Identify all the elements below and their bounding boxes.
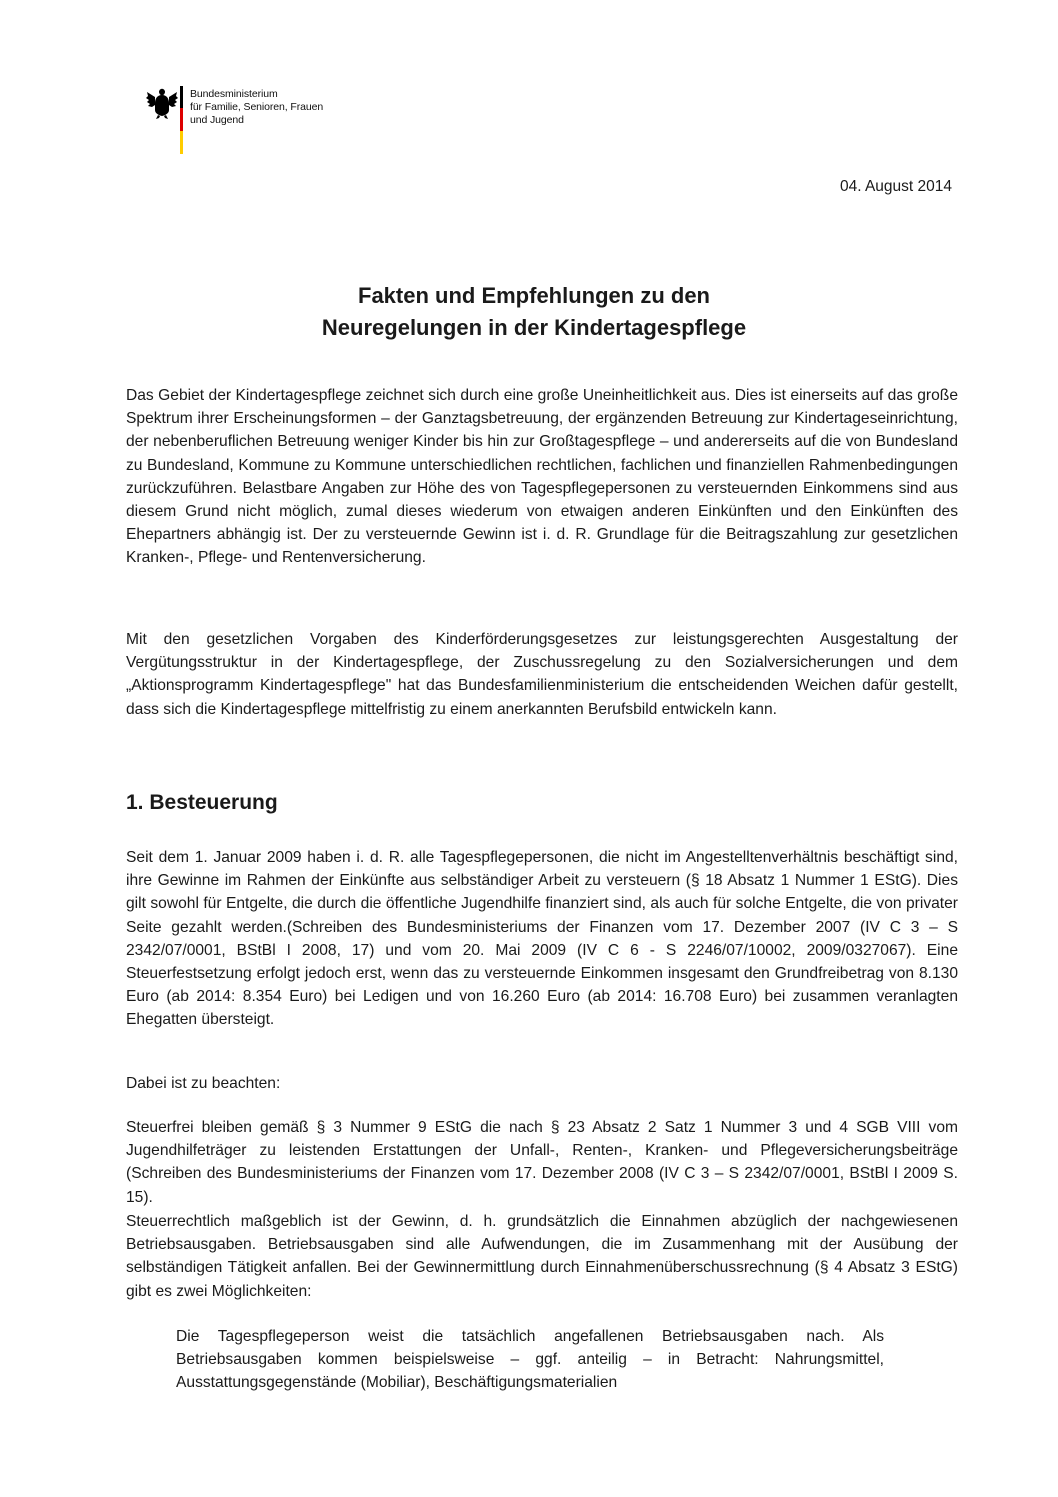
- eagle-icon: [146, 86, 178, 120]
- paragraph-text: Mit den gesetzlichen Vorgaben des Kinderförderungsgesetzes zur leistungsgerechten Ausgestaltung der Vergütungsstruktur in der Kindertagespflege, der Zuschussregelung zu den Sozialversicherungen und dem „Aktionsprogramm Kindertagespflege" hat das Bundesfamilienministerium die entscheidenden Weichen dafür gestellt, dass sich die Kindertagespflege mittelfristig zu einem anerkannten Berufsbild entwickeln kann.: [126, 631, 958, 718]
- paragraph-text: Die Tagespflegeperson weist die tatsächlich angefallenen Betriebsausgaben nach. Als Betriebsausgaben kommen beispielsweise – ggf. anteilig – in Betracht: Nahrungsmittel, Ausstattungsgegenstände (Mobiliar), Beschäftigungsmaterialien: [176, 1328, 884, 1392]
- ministry-name: [190, 88, 323, 127]
- section-1-indented-paragraph: [176, 1325, 884, 1395]
- section-1-paragraph-1: [126, 846, 958, 1032]
- intro-paragraph-2: [126, 628, 958, 721]
- section-1-paragraph-4: [126, 1210, 958, 1303]
- section-1-paragraph-3: [126, 1116, 958, 1209]
- paragraph-text: Steuerrechtlich maßgeblich ist der Gewinn, d. h. grundsätzlich die Einnahmen abzüglich der nachgewiesenen Betriebsausgaben. Betriebsausgaben sind alle Aufwendungen, die im Zusammenhang mit der Ausübung der selbständigen Tätigkeit anfallen. Bei der Gewinnermittlung durch Einnahmenüberschussrechnung (§ 4 Absatz 3 EStG) gibt es zwei Möglichkeiten:: [126, 1213, 958, 1300]
- document-title: [126, 280, 942, 344]
- section-heading-besteuerung: 1. Besteuerung: [126, 791, 278, 814]
- section-1-paragraph-2: [126, 1072, 958, 1095]
- ministry-name-line-3: und Jugend: [190, 114, 244, 126]
- paragraph-text: Dabei ist zu beachten:: [126, 1075, 281, 1092]
- flag-bar: [180, 86, 183, 154]
- document-date: 04. August 2014: [839, 178, 952, 195]
- paragraph-text: Das Gebiet der Kindertagespflege zeichnet sich durch eine große Uneinheitlichkeit aus. Dies ist einerseits auf das große Spektrum ihrer Erscheinungsformen – der Ganztagsbetreuung, der ergänzenden Betreuung zur Kindertageseinrichtung, der nebenberuflichen Betreuung weniger Kinder bis hin zur Großtagespflege – und andererseits auf die von Bundesland zu Bundesland, Kommune zu Kommune unterschiedlichen rechtlichen, fachlichen und finanziellen Rahmenbedingungen zurückzuführen. Belastbare Angaben zur Höhe des von Tagespflegepersonen zu versteuernden Einkommens sind aus diesem Grund nicht möglich, zumal dieses wiederum von etwaigen anderen Einkünften und den Einkünften des Ehepartners abhängig ist. Der zu versteuernde Gewinn ist i. d. R. Grundlage für die Beitragszahlung zur gesetzlichen Kranken-, Pflege- und Rentenversicherung.: [126, 387, 958, 567]
- title-line-2: Neuregelungen in der Kindertagespflege: [321, 315, 747, 340]
- intro-paragraph-1: [126, 384, 958, 570]
- ministry-name-line-1: Bundesministerium: [190, 88, 278, 100]
- ministry-name-line-2: für Familie, Senioren, Frauen: [190, 101, 324, 113]
- title-line-1: Fakten und Empfehlungen zu den: [358, 283, 710, 308]
- paragraph-text: Steuerfrei bleiben gemäß § 3 Nummer 9 EStG die nach § 23 Absatz 2 Satz 1 Nummer 3 und 4 SGB VIII vom Jugendhilfeträger zu leistenden Erstattungen der Unfall-, Renten-, Kranken- und Pflegeversicherungsbeiträge (Schreiben des Bundesministeriums der Finanzen vom 17. Dezember 2008 (IV C 3 – S 2342/07/0001, BStBl I 2009 S. 15).: [126, 1119, 958, 1206]
- paragraph-text: Seit dem 1. Januar 2009 haben i. d. R. alle Tagespflegepersonen, die nicht im Angestelltenverhältnis beschäftigt sind, ihre Gewinne im Rahmen der Einkünfte aus selbständiger Arbeit zu versteuern (§ 18 Absatz 1 Nummer 1 EStG). Dies gilt sowohl für Entgelte, die durch die öffentliche Jugendhilfe finanziert sind, als auch für solche Entgelte, die von privater Seite gezahlt werden.(Schreiben des Bundesministeriums der Finanzen vom 17. Dezember 2007 (IV C 3 – S 2342/07/0001, BStBl I 2008, 17) und vom 20. Mai 2009 (IV C 6 - S 2246/07/10002, 2009/0327067). Eine Steuerfestsetzung erfolgt jedoch erst, wenn das zu versteuernde Einkommen insgesamt den Grundfreibetrag von 8.130 Euro (ab 2014: 8.354 Euro) bei Ledigen und von 16.260 Euro (ab 2014: 16.708 Euro) bei zusammen veranlagten Ehegatten übersteigt.: [126, 849, 958, 1029]
